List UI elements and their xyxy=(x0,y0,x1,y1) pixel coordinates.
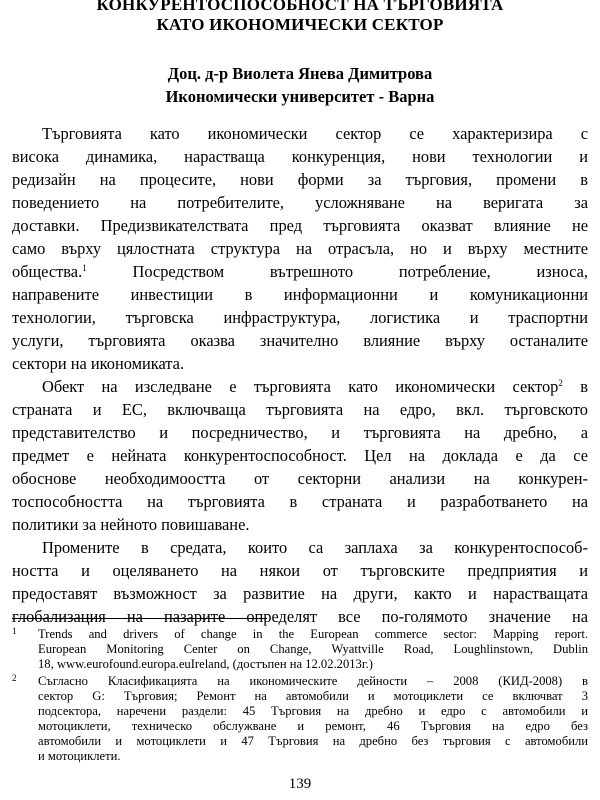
body-line: политики за нейното повишаване. xyxy=(12,515,250,534)
body-line: сектори на икономиката. xyxy=(12,354,185,373)
footnote-line: Trends and drivers of change in the European commerce sector: Mapping report. xyxy=(38,627,588,641)
footnote-ref-1[interactable]: 1 xyxy=(82,263,87,273)
paper-title-line-1: КОНКУРЕНТОСПОСОБНОСТ НА ТЪРГОВИЯТА xyxy=(96,0,504,14)
body-line: глобализация на пазарите определят все по-голямото значение на xyxy=(12,607,588,626)
footnote-mark: 1 xyxy=(12,626,17,636)
body-line: Търговията като икономически сектор се характеризира с xyxy=(42,124,588,143)
footnote-ref-2[interactable]: 2 xyxy=(558,378,563,388)
footnote-mark: 2 xyxy=(12,673,17,683)
body-line-with-footnote-2 xyxy=(12,375,588,398)
body-line: технологии, търговска инфраструктура, логистика и траспортни xyxy=(12,308,588,327)
body-line: обоснове необходимоостта от секторни анализи на конкурен- xyxy=(12,469,588,488)
footnote-line: 18, www.eurofound.europa.euIreland, (достъпен на 12.02.2013г.) xyxy=(38,657,373,671)
body-line: редизайн на процесите, нови форми за търговия, промени в xyxy=(12,170,588,189)
page-number: 139 xyxy=(288,776,312,792)
body-line-part: общества. xyxy=(12,262,83,281)
author-name: Доц. д-р Виолета Янева Димитрова xyxy=(167,64,433,83)
body-line: тоспособността на търговията в страната и разработването на xyxy=(12,492,588,511)
body-line: Промените в средата, които са заплаха за конкурентоспособ- xyxy=(42,538,588,557)
footnote-text xyxy=(38,674,588,764)
footnote-line: European Monitoring Center on Change, Wyattville Road, Loughlinstown, Dublin xyxy=(38,642,588,656)
body-line: предмет е нейната конкурентоспособност. Цел на доклада е да се xyxy=(12,446,588,465)
footnote-separator xyxy=(12,618,267,619)
body-line: доставки. Предизвикателствата пред търговията оказват влияние не xyxy=(12,216,588,235)
body-line: поведението на потребителите, усложняване на веригата за xyxy=(12,193,588,212)
footnote-line: подсектора, наречени раздели: 45 Търговия на дребно и едро с автомобили и xyxy=(38,704,588,718)
footnote-line: Съгласно Класификацията на икономическите дейности – 2008 (КИД-2008) в xyxy=(38,674,588,688)
body-line-with-footnote-1 xyxy=(12,260,588,283)
body-line-part: Обект на изследване е търговията като икономически сектор xyxy=(42,377,559,396)
body-line: услуги, търговията оказва значително влияние върху останалите xyxy=(12,331,588,350)
body-line: висока динамика, нарастваща конкуренция, нови технологии и xyxy=(12,147,588,166)
body-line: страната и ЕС, включваща търговията на едро, вкл. търговското xyxy=(12,400,588,419)
footnote-line: сектор G: Търговия; Ремонт на автомобили и мотоциклети се включват 3 xyxy=(38,689,588,703)
footnote-text xyxy=(38,627,588,672)
body-line: предоставят възможност за развитие на други, както и нарастващата xyxy=(12,584,588,603)
body-line: само върху цялостната структура на отрасъла, но и върху местните xyxy=(12,239,588,258)
author-affiliation: Икономически университет - Варна xyxy=(165,87,435,106)
body-line: ността и оцеляването на някои от търговските предприятия и xyxy=(12,561,588,580)
body-line-part: Посредством вътрешното потребление, износа, xyxy=(132,262,588,281)
body-text xyxy=(12,122,588,628)
footnote-line: мотоциклети, техническо обслужване и ремонт, 46 Търговия на едро без xyxy=(38,719,588,733)
body-line: направените инвестиции в информационни и комуникационни xyxy=(12,285,588,304)
footnote-line: автомобили и мотоциклети и 47 Търговия на дребно без търговия с автомобили xyxy=(38,734,588,748)
footnote-line: и мотоциклети. xyxy=(38,749,121,763)
body-line-part: в xyxy=(580,377,588,396)
paper-title-line-2: КАТО ИКОНОМИЧЕСКИ СЕКТОР xyxy=(156,15,444,34)
body-line: представителство и посредничество, и търговията на дребно, а xyxy=(12,423,588,442)
